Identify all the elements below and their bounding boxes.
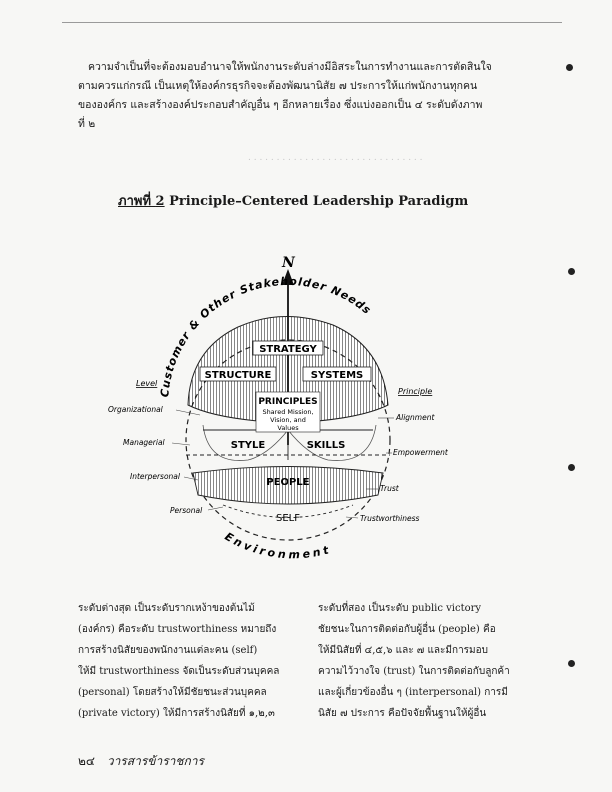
intro-line-4: ที่ ๒ — [78, 118, 96, 130]
right-column-text — [318, 598, 548, 724]
right-line-6: นิสัย ๗ ประการ คือปัจจัยพื้นฐานให้ผู้อื่น — [318, 708, 487, 719]
style-label: STYLE — [230, 440, 266, 451]
page-number: ๒๔ — [78, 754, 95, 768]
left-column-text — [78, 598, 298, 724]
left-line-4: ให้มี trustworthiness จัดเป็นระดับส่วนบุคคล — [78, 666, 280, 677]
level-organizational: Organizational — [108, 405, 163, 414]
intro-line-1: ความจำเป็นที่จะต้องมอบอำนาจให้พนักงานระดับล่างมีอิสระในการทำงานและการตัดสินใจ — [88, 61, 492, 73]
principle-trustworthiness: Trustworthiness — [360, 514, 420, 523]
structure-label: STRUCTURE — [204, 370, 272, 381]
principles-sub-2: Vision, and — [270, 416, 306, 424]
arc-top-label: Customer & Other Stakeholder Needs — [158, 274, 374, 398]
left-line-5: (personal) โดยสร้างให้มีชัยชนะส่วนบุคคล — [78, 687, 267, 698]
magazine-name: วารสารข้าราชการ — [106, 754, 204, 768]
left-line-3: การสร้างนิสัยของพนักงานแต่ละคน (self) — [78, 645, 258, 656]
level-header: Level — [136, 379, 158, 388]
intro-line-3: ขององค์กร และสร้างองค์ประกอบสำคัญอื่น ๆ อีกหลายเรื่อง ซึ่งแบ่งออกเป็น ๔ ระดับดังภาพ — [78, 99, 483, 111]
right-line-1: ระดับที่สอง เป็นระดับ public victory — [318, 603, 482, 614]
left-line-1: ระดับต่างสุด เป็นระดับรากเหง้าของต้นไม้ — [78, 603, 255, 614]
leadership-paradigm-diagram — [108, 255, 458, 575]
level-personal: Personal — [170, 506, 203, 515]
self-label: SELF — [276, 513, 300, 524]
binding-hole-mark — [568, 268, 575, 275]
arc-bottom-label: Environment — [222, 529, 333, 562]
right-line-4: ความไว้วางใจ (trust) ในการติดต่อกับลูกค้า — [318, 666, 510, 677]
level-managerial: Managerial — [123, 438, 165, 447]
principle-alignment: Alignment — [396, 413, 435, 422]
binding-hole-mark — [568, 464, 575, 471]
caption-prefix: ภาพที่ 2 — [118, 194, 165, 209]
principle-header: Principle — [398, 387, 433, 396]
principles-sub-3: Values — [277, 424, 299, 432]
binding-hole-mark — [566, 64, 573, 71]
bleed-through-text: . . . . . . . . . . . . . . . . . . . . . . . . . . . . . . . — [248, 153, 423, 163]
principle-empowerment: Empowerment — [393, 448, 448, 457]
right-line-3: ให้มีนิสัยที่ ๔,๕,๖ และ ๗ และมีการมอบ — [318, 645, 488, 656]
people-label: PEOPLE — [266, 477, 310, 488]
figure-caption — [118, 190, 468, 211]
left-line-2: (องค์กร) คือระดับ trustworthiness หมายถึง — [78, 624, 277, 635]
north-label: N — [282, 255, 295, 271]
header-rule — [62, 22, 562, 23]
intro-line-2: ตามควรแก่กรณี เป็นเหตุให้องค์กรธุรกิจจะต้องพัฒนานิสัย ๗ ประการให้แก่พนักงานทุกคน — [78, 80, 478, 92]
principles-label: PRINCIPLES — [258, 397, 318, 407]
principles-sub-1: Shared Mission, — [262, 408, 314, 416]
principle-trust: Trust — [380, 484, 399, 493]
systems-label: SYSTEMS — [310, 370, 364, 381]
skills-label: SKILLS — [306, 440, 346, 451]
binding-hole-mark — [568, 660, 575, 667]
page-footer — [78, 752, 204, 771]
level-interpersonal: Interpersonal — [130, 472, 180, 481]
left-line-6: (private victory) ให้มีการสร้างนิสัยที่ ๑,๒,๓ — [78, 708, 275, 719]
strategy-label: STRATEGY — [259, 344, 317, 355]
right-line-5: และผู้เกี่ยวข้องอื่น ๆ (interpersonal) การมี — [318, 687, 508, 698]
caption-title: Principle–Centered Leadership Paradigm — [169, 194, 469, 209]
right-line-2: ชัยชนะในการติดต่อกับผู้อื่น (people) คือ — [318, 624, 496, 635]
